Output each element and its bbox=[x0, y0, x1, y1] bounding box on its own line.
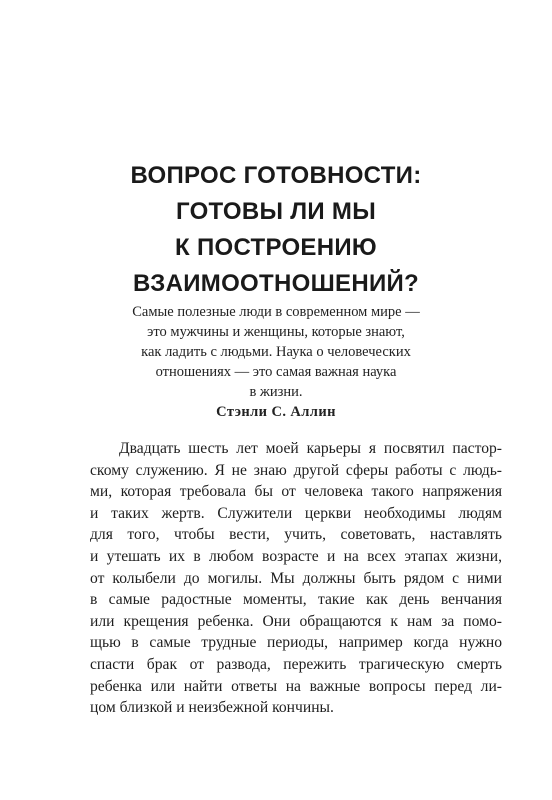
epigraph-line: в жизни. bbox=[249, 384, 303, 400]
body-line: скому служению. Я не знаю другой сферы работы с людь- bbox=[90, 461, 502, 479]
chapter-title-line: ВОПРОС ГОТОВНОСТИ: bbox=[130, 162, 422, 189]
epigraph-line: Самые полезные люди в современном мире — bbox=[132, 304, 420, 320]
body-line: для того, чтобы вести, учить, советовать, наставлять bbox=[90, 526, 502, 544]
epigraph-author: Стэнли С. Аллин bbox=[216, 404, 336, 420]
body-line: ребенка или найти ответы на важные вопросы перед ли- bbox=[90, 677, 502, 695]
chapter-title-line: К ПОСТРОЕНИЮ bbox=[175, 234, 377, 261]
epigraph-line: отношениях — это самая важная наука bbox=[155, 364, 397, 380]
body-line: в самые радостные моменты, такие как день венчания bbox=[90, 591, 502, 609]
epigraph-line: как ладить с людьми. Наука о человеческих bbox=[141, 344, 411, 360]
body-line: от колыбели до могилы. Мы должны быть рядом с ними bbox=[90, 569, 502, 587]
epigraph bbox=[76, 302, 476, 422]
body-line: ми, которая требовала бы от человека такого напряжения bbox=[90, 483, 502, 501]
body-paragraph bbox=[90, 438, 502, 719]
body-line: щью в самые трудные периоды, например когда нужно bbox=[90, 634, 502, 652]
chapter-title-line: ВЗАИМООТНОШЕНИЙ? bbox=[132, 270, 420, 297]
epigraph-line: это мужчины и женщины, которые знают, bbox=[147, 324, 405, 340]
body-line: цом близкой и неизбежной кончины. bbox=[90, 699, 334, 717]
chapter-title bbox=[60, 158, 492, 302]
chapter-title-line: ГОТОВЫ ЛИ МЫ bbox=[175, 198, 377, 225]
body-line: Двадцать шесть лет моей карьеры я посвятил пастор- bbox=[119, 440, 502, 457]
body-line: и таких жертв. Служители церкви необходимы людям bbox=[90, 504, 502, 522]
body-line: и утешать их в любом возрасте и на всех этапах жизни, bbox=[90, 547, 502, 565]
body-line: или крещения ребенка. Они обращаются к нам за помо- bbox=[90, 612, 502, 630]
body-line: спасти брак от развода, пережить трагическую смерть bbox=[90, 655, 502, 673]
